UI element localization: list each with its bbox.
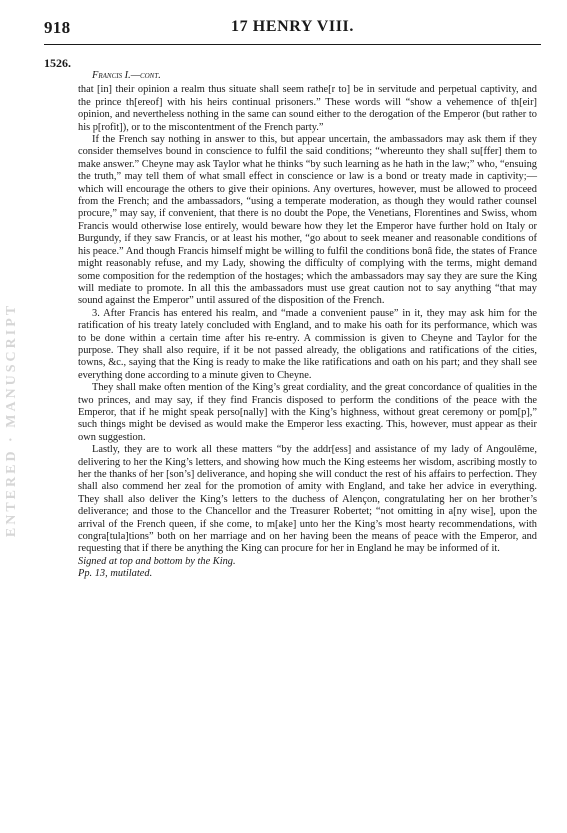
document-body [78,70,537,581]
page-header [44,18,541,40]
paragraph: They shall make often mention of the King’s great cordiality, and the great concordance of qualities in the two princes, and may say, if they find Francis disposed to perform the conditions of the peace with the Emperor, that if he might speak perso[nally] with the King’s highness, without great ceremony or pom[p],” such things might be devised as would make the Emperor less exacting. This, however, must appear as their own suggestion. [78,382,537,443]
running-title: 17 HENRY VIII. [231,18,354,35]
paragraph: Lastly, they are to work all these matters “by the addr[ess] and assistance of my lady of Angoulême, delivering to her the King’s letters, and showing how much the King esteems her wisdom, ascribing mostly to her the thanks of her [son’s] deliverance, and hoping she will conduct the rest of his affairs to perfection. They shall also commend her zeal for the promotion of amity with England, and take her advice in everything. They shall also deliver the King’s letters to the duchess of Alençon, congratulating her on her brother’s deliverance; and those to the Chancellor and the Treasurer Robertet; “not omitting in a[ny wise], upon the arrival of the French queen, if she come, to m[ake] unto her the King’s most hearty recommendations, with congra[tula]tions” both on her marriage and on her having been the means of peace with the Emperor, and requesting that if there be anything the King can procure for her in England he may be informed of it. [78,444,537,555]
margin-watermark [4,150,22,690]
header-rule [44,44,541,45]
paragraph: If the French say nothing in answer to this, but appear uncertain, the ambassadors may ask them if they consider themselves bound in conscience to fulfil the said conditions; “whereunto they shall su[ffer] them to make answer.” Cheyne may ask Taylor what he thinks “by such learning as he hath in the law;” who, “ensuing the truth,” may tell them of what small effect in conscience or law is a bond or treaty made in captivity;—which will encourage the others to give their opinions. Any overtures, however, must be allowed to proceed from the French; and the ambassadors, “using a temperate moderation, as though they would rather counsel procure,” may say, if convenient, that there is no doubt the Pope, the Venetians, Florentines and Swiss, whom Francis would otherwise lose entirely, would beware how they let the Emperor have further hold on Italy or Burgundy, if they saw Francis, or at least his mother, “go about to seek meaner and reasonable conditions of his peace.” And though Francis himself might be willing to fulfil the conditions bonâ fide, the states of France might reasonably refuse, and my Lady, showing the difficulty of complying with the terms, might demand some composition for the redemption of the hostages; which the ambassadors may say they are sure the King will mediate to promote. In all this the ambassadors must use great caution not to say anything “that may sound against the Emperor” until assured of the disposition of the French. [78,134,537,307]
signature-note: Signed at top and bottom by the King. [78,555,236,567]
pages-note: Pp. 13, mutilated. [78,568,153,580]
paragraph: that [in] their opinion a realm thus situate shall seem rathe[r to] be in servitude and perpetual captivity, and the prince th[ereof] with his heirs continual prisoners.” These words will “show a vehemence of th[eir] opinion, and nevertheless nothing in the same can sound either to the derogation of the Emperor (but rather to his p[rofit]), or to the miscontentment of the French party.” [78,84,537,133]
paragraph: 3. After Francis has entered his realm, and “made a convenient pause” in it, they may ask him for the ratification of his treaty lately concluded with England, and to make his oath for its performance, which was to be done within a certain time after his re-entry. A commission is given to Cheyne and Taylor for the purpose. They shall also require, if it be not passed already, the obligations and ratifications of the cities, towns, &c., saying that the King is ready to make the like ratifications and oath on his part; and they shall see everything done according to a minute given to Cheyne. [78,307,537,381]
page-number: 918 [44,18,71,37]
year-label: 1526. [44,56,71,70]
watermark-text: ENTERED · MANUSCRIPT [4,302,19,538]
section-sender: Francis I.—cont. [92,70,161,81]
